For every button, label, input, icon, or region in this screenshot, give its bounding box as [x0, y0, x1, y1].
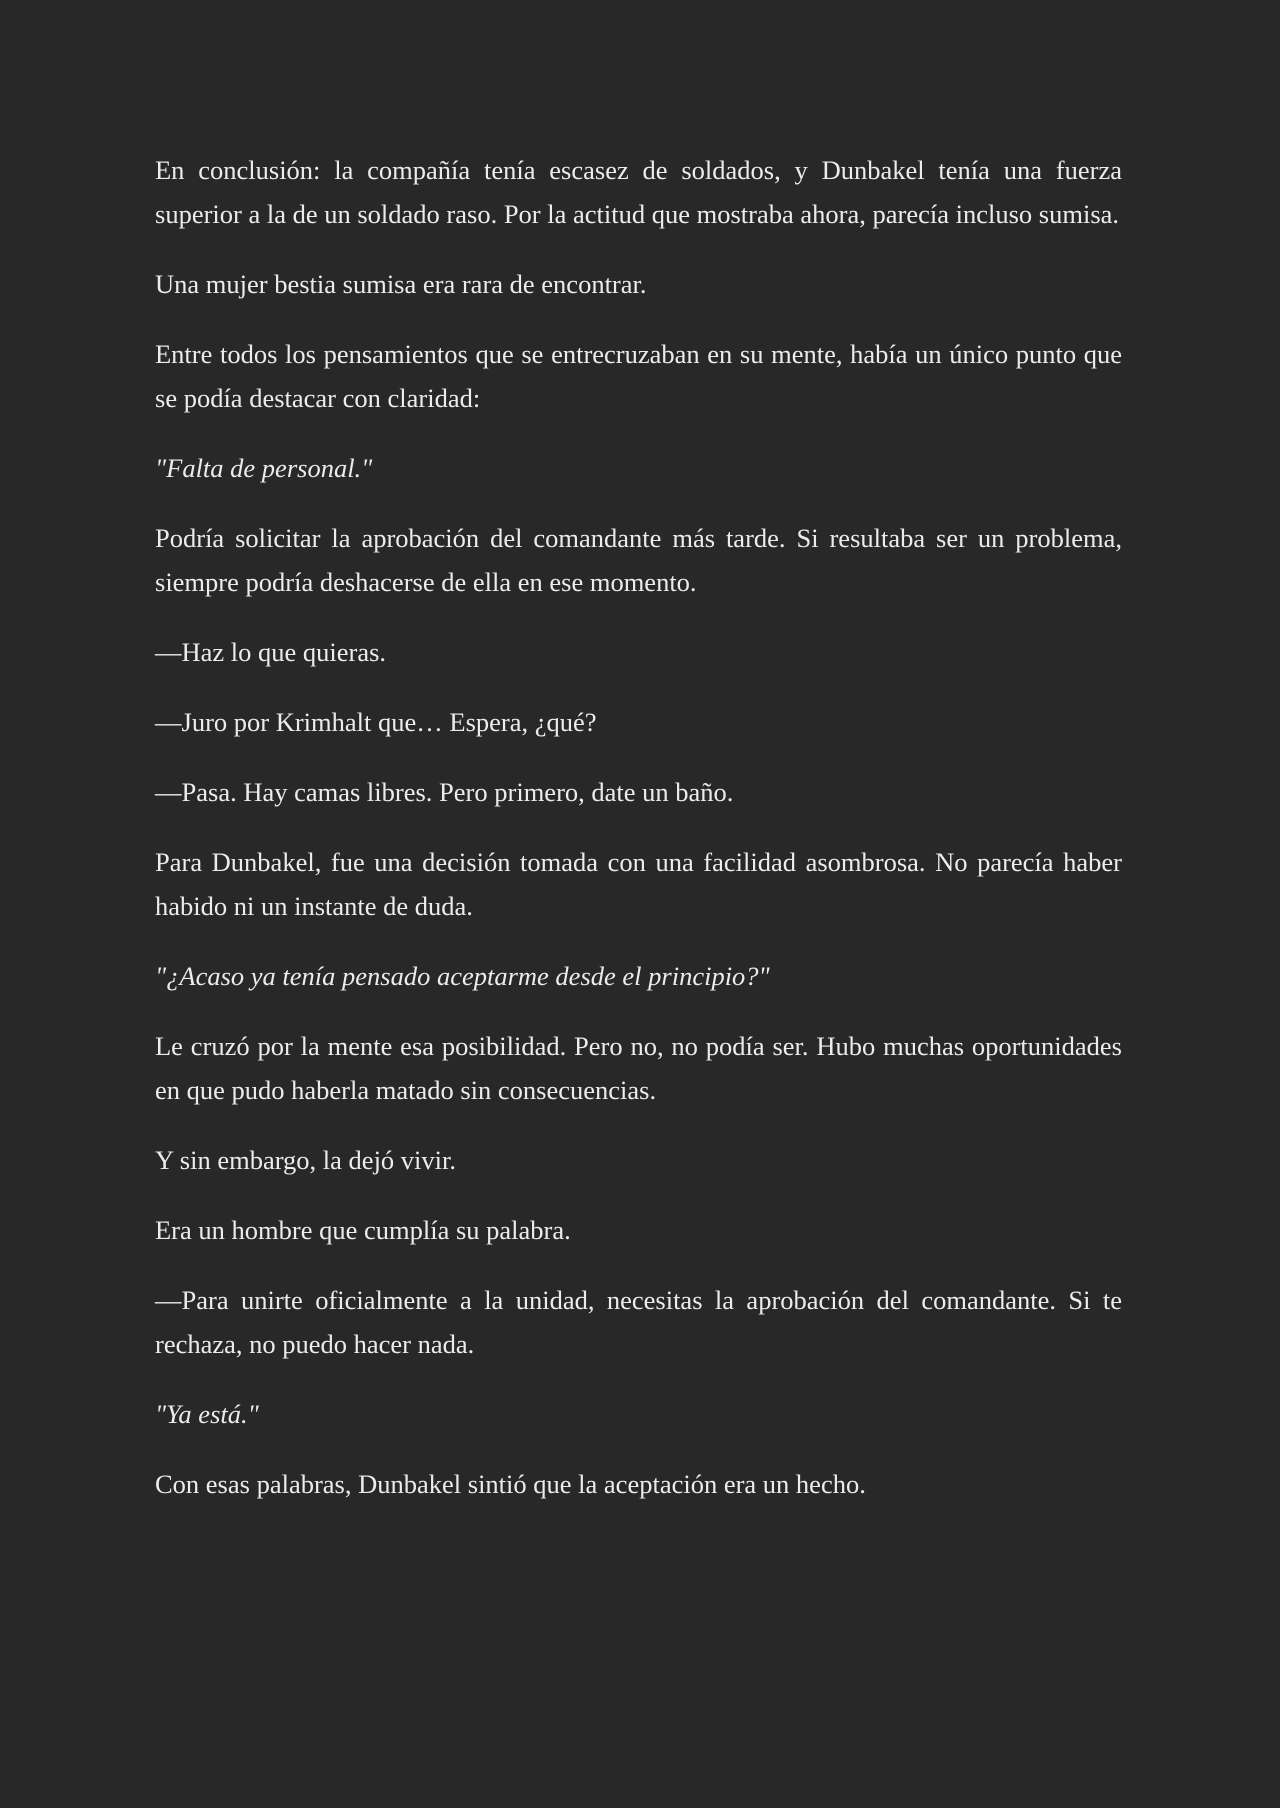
paragraph: Era un hombre que cumplía su palabra. — [155, 1215, 571, 1245]
dialogue-paragraph: —Haz lo que quieras. — [155, 637, 387, 667]
thought-paragraph: "Falta de personal." — [155, 453, 373, 483]
thought-paragraph: "Ya está." — [155, 1399, 259, 1429]
paragraph: Podría solicitar la aprobación del comandante más tarde. Si resultaba ser un problema, siempre podría deshacerse de ella en ese momento. — [155, 523, 1122, 597]
paragraph: Para Dunbakel, fue una decisión tomada con una facilidad asombrosa. No parecía haber habido ni un instante de duda. — [155, 847, 1122, 921]
paragraph: Y sin embargo, la dejó vivir. — [155, 1145, 457, 1175]
paragraph: Entre todos los pensamientos que se entrecruzaban en su mente, había un único punto que se podía destacar con claridad: — [155, 339, 1122, 413]
paragraph: En conclusión: la compañía tenía escasez de soldados, y Dunbakel tenía una fuerza superior a la de un soldado raso. Por la actitud que mostraba ahora, parecía incluso sumisa. — [155, 155, 1122, 229]
dialogue-paragraph: —Para unirte oficialmente a la unidad, necesitas la aprobación del comandante. Si te rechaza, no puedo hacer nada. — [155, 1285, 1122, 1359]
thought-paragraph: "¿Acaso ya tenía pensado aceptarme desde el principio?" — [155, 961, 770, 991]
dialogue-paragraph: —Juro por Krimhalt que… Espera, ¿qué? — [155, 707, 597, 737]
document-body — [155, 148, 1122, 1532]
paragraph: Le cruzó por la mente esa posibilidad. Pero no, no podía ser. Hubo muchas oportunidades en que pudo haberla matado sin consecuencias. — [155, 1031, 1122, 1105]
paragraph: Con esas palabras, Dunbakel sintió que la aceptación era un hecho. — [155, 1469, 866, 1499]
paragraph: Una mujer bestia sumisa era rara de encontrar. — [155, 269, 647, 299]
dialogue-paragraph: —Pasa. Hay camas libres. Pero primero, date un baño. — [155, 777, 734, 807]
